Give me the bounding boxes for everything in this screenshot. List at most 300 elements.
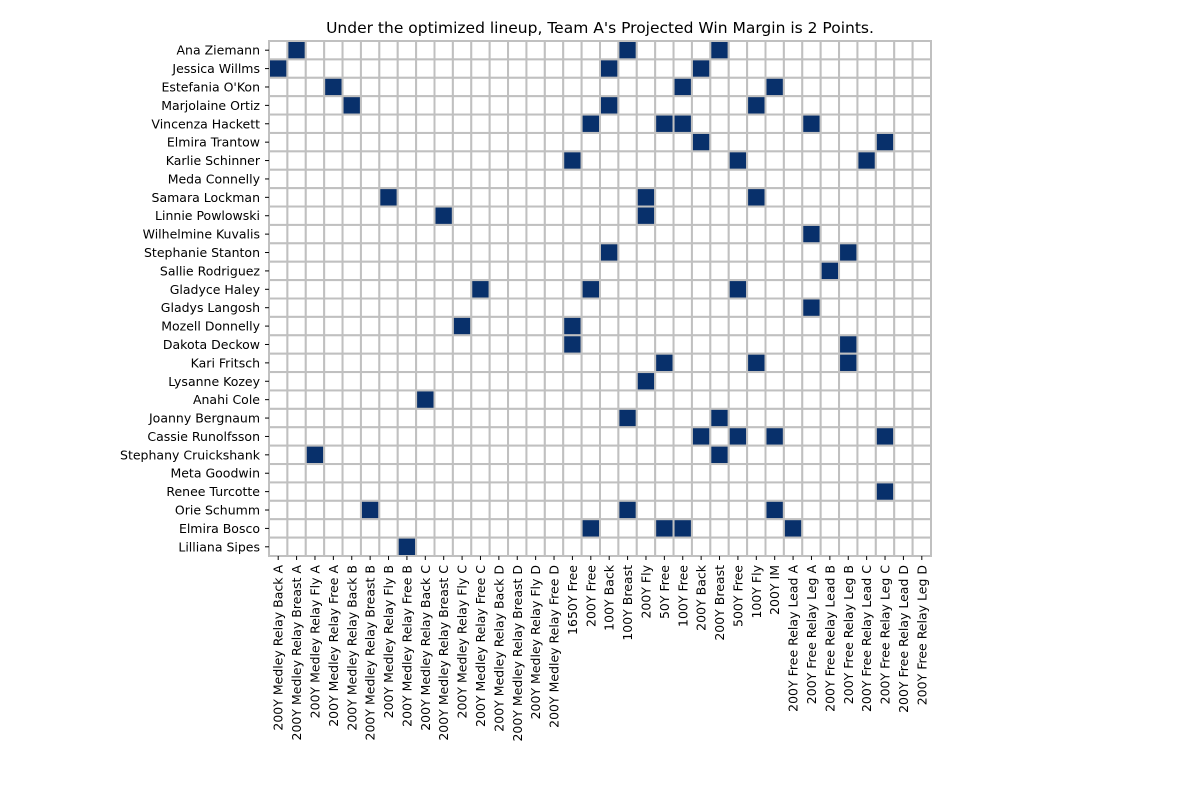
- heatmap-cell: [710, 427, 728, 445]
- heatmap-cell: [526, 482, 544, 500]
- heatmap-cell: [563, 170, 581, 188]
- heatmap-cell: [306, 243, 324, 261]
- heatmap-cell: [306, 188, 324, 206]
- heatmap-cell: [471, 372, 489, 390]
- heatmap-cell: [747, 78, 765, 96]
- heatmap-cell: [508, 390, 526, 408]
- x-tick-label-event: 200Y Medley Relay Free D: [546, 565, 562, 728]
- heatmap-cell: [490, 188, 508, 206]
- heatmap-cell: [379, 225, 397, 243]
- heatmap-cell: [545, 280, 563, 298]
- heatmap-cell: [526, 280, 544, 298]
- heatmap-cell: [343, 41, 361, 59]
- heatmap-cell: [876, 207, 894, 225]
- x-tick-label-event: 200Y Free Relay Lead D: [895, 565, 911, 713]
- heatmap-cell: [582, 96, 600, 114]
- x-tick-label-event: 200Y Free: [583, 565, 599, 628]
- heatmap-cell: [563, 390, 581, 408]
- heatmap-cell: [471, 427, 489, 445]
- heatmap-cell: [784, 207, 802, 225]
- y-tick-label-swimmer: Renee Turcotte: [166, 484, 260, 500]
- heatmap-cell-assigned: [435, 207, 453, 225]
- heatmap-cell: [894, 538, 912, 556]
- heatmap-cell: [857, 427, 875, 445]
- heatmap-cell: [563, 280, 581, 298]
- heatmap-cell: [618, 390, 636, 408]
- heatmap-cell: [894, 41, 912, 59]
- heatmap-cell: [416, 133, 434, 151]
- x-tick-label-event: 200Y Medley Relay Breast B: [362, 565, 378, 741]
- heatmap-cell: [802, 482, 820, 500]
- heatmap-cell: [857, 464, 875, 482]
- heatmap-cell: [563, 188, 581, 206]
- heatmap-cell: [674, 464, 692, 482]
- heatmap-cell: [435, 262, 453, 280]
- heatmap-cell: [508, 464, 526, 482]
- heatmap-cell: [379, 317, 397, 335]
- heatmap-cell: [729, 501, 747, 519]
- y-tick-label-swimmer: Ana Ziemann: [176, 42, 260, 58]
- heatmap-cell: [600, 354, 618, 372]
- heatmap-cell: [821, 335, 839, 353]
- heatmap-cell: [710, 188, 728, 206]
- heatmap-cell: [563, 519, 581, 537]
- heatmap-cell: [306, 170, 324, 188]
- heatmap-cell: [343, 335, 361, 353]
- heatmap-cell: [508, 280, 526, 298]
- heatmap-cell: [453, 262, 471, 280]
- heatmap-cell: [471, 317, 489, 335]
- heatmap-cell: [398, 482, 416, 500]
- heatmap-cell: [802, 170, 820, 188]
- y-tick-label-swimmer: Lilliana Sipes: [178, 539, 260, 555]
- heatmap-cell: [876, 41, 894, 59]
- heatmap-cell: [526, 262, 544, 280]
- heatmap-cell: [710, 59, 728, 77]
- heatmap-cell: [876, 390, 894, 408]
- heatmap-cell: [692, 354, 710, 372]
- heatmap-cell: [435, 317, 453, 335]
- heatmap-cell: [453, 390, 471, 408]
- heatmap-cell: [894, 243, 912, 261]
- heatmap-cell: [600, 78, 618, 96]
- heatmap-cell: [857, 317, 875, 335]
- heatmap-cell: [471, 243, 489, 261]
- heatmap-cell: [839, 299, 857, 317]
- heatmap-cell: [379, 446, 397, 464]
- heatmap-cell: [600, 427, 618, 445]
- heatmap-cell-assigned: [766, 427, 784, 445]
- heatmap-cell: [876, 262, 894, 280]
- heatmap-cell: [839, 519, 857, 537]
- heatmap-cell: [784, 225, 802, 243]
- heatmap-cell: [729, 170, 747, 188]
- heatmap-cell: [287, 501, 305, 519]
- heatmap-cell: [839, 59, 857, 77]
- heatmap-cell: [729, 207, 747, 225]
- heatmap-cell: [306, 538, 324, 556]
- heatmap-cell: [655, 482, 673, 500]
- heatmap-cell: [471, 501, 489, 519]
- heatmap-cell-assigned: [692, 427, 710, 445]
- heatmap-cell: [766, 59, 784, 77]
- y-tick-label-swimmer: Gladys Langosh: [160, 300, 260, 316]
- heatmap-cell: [618, 335, 636, 353]
- heatmap-cell: [453, 78, 471, 96]
- heatmap-cell: [913, 464, 931, 482]
- x-tick-label-event: 100Y Back: [601, 564, 617, 631]
- heatmap-cell: [471, 41, 489, 59]
- heatmap-cell: [269, 243, 287, 261]
- heatmap-cell: [618, 538, 636, 556]
- heatmap-cell: [435, 519, 453, 537]
- heatmap-cell: [674, 41, 692, 59]
- heatmap-cell: [453, 225, 471, 243]
- heatmap-cell: [637, 41, 655, 59]
- y-tick-label-swimmer: Meda Connelly: [167, 171, 260, 187]
- heatmap-cell: [343, 538, 361, 556]
- heatmap-cell: [821, 501, 839, 519]
- heatmap-cell: [766, 464, 784, 482]
- heatmap-cell: [379, 41, 397, 59]
- x-tick-label-event: 200Y Medley Relay Free B: [399, 565, 415, 727]
- heatmap-cell: [306, 280, 324, 298]
- heatmap-cell: [453, 409, 471, 427]
- heatmap-cell-assigned: [637, 207, 655, 225]
- heatmap-cell: [747, 243, 765, 261]
- heatmap-cell: [894, 409, 912, 427]
- heatmap-cell: [618, 299, 636, 317]
- heatmap-cell: [435, 115, 453, 133]
- heatmap-cell: [324, 409, 342, 427]
- heatmap-cell: [490, 299, 508, 317]
- heatmap-cell: [490, 372, 508, 390]
- heatmap-cell: [269, 335, 287, 353]
- heatmap-cell: [821, 409, 839, 427]
- heatmap-cell: [398, 78, 416, 96]
- heatmap-cell: [839, 390, 857, 408]
- heatmap-cell: [435, 390, 453, 408]
- heatmap-cell: [674, 427, 692, 445]
- heatmap-cell: [637, 519, 655, 537]
- heatmap-cell: [729, 335, 747, 353]
- heatmap-cell: [379, 78, 397, 96]
- heatmap-cell: [655, 225, 673, 243]
- heatmap-cell: [692, 538, 710, 556]
- heatmap-cell: [324, 243, 342, 261]
- heatmap-cell: [674, 280, 692, 298]
- heatmap-cell-assigned: [655, 115, 673, 133]
- x-tick-label-event: 50Y Free: [656, 564, 672, 620]
- heatmap-cell: [582, 446, 600, 464]
- heatmap-cell: [269, 170, 287, 188]
- heatmap-cell: [894, 170, 912, 188]
- x-tick-label-event: 100Y Free: [675, 565, 691, 627]
- heatmap-cell: [600, 409, 618, 427]
- heatmap-cell: [710, 317, 728, 335]
- heatmap-cell: [655, 78, 673, 96]
- heatmap-cell: [913, 372, 931, 390]
- heatmap-cell: [269, 133, 287, 151]
- heatmap-cell: [747, 538, 765, 556]
- heatmap-cell: [674, 335, 692, 353]
- y-tick-label-swimmer: Dakota Deckow: [162, 336, 260, 352]
- heatmap-cell: [618, 464, 636, 482]
- heatmap-cell: [729, 409, 747, 427]
- heatmap-cell: [526, 409, 544, 427]
- heatmap-cell: [839, 41, 857, 59]
- heatmap-cell: [545, 390, 563, 408]
- heatmap-cell: [857, 78, 875, 96]
- heatmap-cell: [839, 151, 857, 169]
- heatmap-cell: [398, 519, 416, 537]
- heatmap-cell: [674, 501, 692, 519]
- heatmap-cell: [416, 207, 434, 225]
- heatmap-cell: [379, 464, 397, 482]
- heatmap-cell: [747, 390, 765, 408]
- heatmap-cell: [894, 501, 912, 519]
- heatmap-cell: [379, 243, 397, 261]
- heatmap-cell: [839, 446, 857, 464]
- heatmap-cell: [453, 446, 471, 464]
- heatmap-cell: [324, 207, 342, 225]
- heatmap-cell: [600, 299, 618, 317]
- heatmap-cell: [306, 519, 324, 537]
- heatmap-cell: [361, 280, 379, 298]
- heatmap-cell: [343, 225, 361, 243]
- heatmap-cell: [453, 96, 471, 114]
- heatmap-cell: [784, 78, 802, 96]
- heatmap-cell: [582, 501, 600, 519]
- heatmap-cell: [269, 115, 287, 133]
- heatmap-cell: [876, 115, 894, 133]
- heatmap-cell: [857, 262, 875, 280]
- heatmap-cell: [287, 59, 305, 77]
- heatmap-cell: [766, 538, 784, 556]
- y-tick-label-swimmer: Mozell Donnelly: [161, 318, 260, 334]
- heatmap-cell: [545, 409, 563, 427]
- heatmap-cell: [784, 133, 802, 151]
- heatmap-cell: [453, 482, 471, 500]
- heatmap-cell: [324, 280, 342, 298]
- heatmap-cell: [435, 170, 453, 188]
- heatmap-cell: [821, 519, 839, 537]
- heatmap-cell: [563, 243, 581, 261]
- heatmap-cell: [618, 225, 636, 243]
- x-tick-label-event: 200Y Medley Relay Breast C: [436, 564, 452, 741]
- heatmap-cell: [618, 151, 636, 169]
- heatmap-cell: [766, 409, 784, 427]
- heatmap-cell: [287, 207, 305, 225]
- heatmap-cell: [784, 446, 802, 464]
- heatmap-cell: [508, 133, 526, 151]
- heatmap-cell: [655, 59, 673, 77]
- heatmap-cell: [453, 59, 471, 77]
- x-tick-label-event: 200Y Fly: [638, 564, 654, 619]
- heatmap-cell: [508, 170, 526, 188]
- heatmap-cell: [600, 188, 618, 206]
- heatmap-cell: [435, 446, 453, 464]
- heatmap-cell-assigned: [655, 354, 673, 372]
- heatmap-cell: [747, 446, 765, 464]
- y-tick-label-swimmer: Meta Goodwin: [170, 465, 260, 481]
- heatmap-cell: [710, 170, 728, 188]
- heatmap-cell: [894, 446, 912, 464]
- heatmap-cell: [343, 170, 361, 188]
- heatmap-cell: [379, 409, 397, 427]
- x-tick-label-event: 200Y IM: [767, 564, 783, 615]
- heatmap-cell: [710, 372, 728, 390]
- heatmap-cell: [747, 151, 765, 169]
- heatmap-cell: [913, 409, 931, 427]
- heatmap-cell: [876, 243, 894, 261]
- heatmap-cell: [324, 170, 342, 188]
- heatmap-cell: [582, 299, 600, 317]
- heatmap-cell: [637, 243, 655, 261]
- heatmap-cell: [894, 78, 912, 96]
- heatmap-cell: [343, 188, 361, 206]
- heatmap-cell: [324, 188, 342, 206]
- x-tick-label-event: 200Y Medley Relay Back A: [270, 564, 286, 731]
- heatmap-cell: [361, 519, 379, 537]
- y-tick-label-swimmer: Elmira Bosco: [178, 520, 260, 536]
- heatmap-cell: [563, 409, 581, 427]
- heatmap-cell: [802, 538, 820, 556]
- heatmap-cell: [802, 41, 820, 59]
- heatmap-cell-assigned: [674, 78, 692, 96]
- heatmap-cell: [802, 501, 820, 519]
- heatmap-cell-assigned: [692, 133, 710, 151]
- heatmap-cell: [508, 446, 526, 464]
- heatmap-cell: [618, 317, 636, 335]
- heatmap-cell: [674, 482, 692, 500]
- x-tick-label-event: 200Y Medley Relay Back C: [417, 565, 433, 731]
- heatmap-cell: [821, 427, 839, 445]
- heatmap-cell-assigned: [618, 409, 636, 427]
- heatmap-cell: [747, 170, 765, 188]
- heatmap-cell-assigned: [600, 59, 618, 77]
- heatmap-cell: [379, 372, 397, 390]
- heatmap-cell: [343, 78, 361, 96]
- heatmap-cell: [766, 243, 784, 261]
- heatmap-cell: [766, 41, 784, 59]
- heatmap-cell: [637, 115, 655, 133]
- heatmap-cell: [306, 225, 324, 243]
- y-tick-label-swimmer: Jessica Willms: [172, 61, 260, 77]
- heatmap-cell: [269, 390, 287, 408]
- heatmap-cell: [269, 409, 287, 427]
- heatmap-cell: [343, 133, 361, 151]
- y-axis-tick-labels: [120, 43, 269, 555]
- heatmap-cell: [324, 482, 342, 500]
- heatmap-cell: [508, 317, 526, 335]
- heatmap-cell: [287, 299, 305, 317]
- heatmap-cell: [876, 188, 894, 206]
- heatmap-cell: [655, 317, 673, 335]
- heatmap-cell: [692, 41, 710, 59]
- heatmap-cell: [784, 96, 802, 114]
- heatmap-cell: [416, 41, 434, 59]
- heatmap-cell: [600, 538, 618, 556]
- heatmap-cell: [710, 78, 728, 96]
- heatmap-cell: [582, 207, 600, 225]
- heatmap-cell: [398, 464, 416, 482]
- heatmap-cell-assigned: [839, 335, 857, 353]
- heatmap-cell: [379, 170, 397, 188]
- heatmap-cell: [582, 225, 600, 243]
- heatmap-cell: [563, 446, 581, 464]
- heatmap-cell: [490, 243, 508, 261]
- heatmap-cell: [361, 538, 379, 556]
- heatmap-cell: [637, 299, 655, 317]
- heatmap-cell: [857, 354, 875, 372]
- heatmap-cell: [435, 243, 453, 261]
- heatmap-cell: [802, 372, 820, 390]
- heatmap-cell: [416, 317, 434, 335]
- heatmap-cell: [600, 151, 618, 169]
- heatmap-cell: [913, 151, 931, 169]
- x-tick-label-event: 200Y Medley Relay Back B: [344, 565, 360, 731]
- heatmap-cell: [490, 133, 508, 151]
- heatmap-cell: [802, 335, 820, 353]
- heatmap-cell: [545, 78, 563, 96]
- heatmap-cell: [802, 262, 820, 280]
- heatmap-cell: [508, 59, 526, 77]
- heatmap-cell: [894, 207, 912, 225]
- heatmap-cell: [692, 243, 710, 261]
- heatmap-cell: [545, 207, 563, 225]
- heatmap-cell: [343, 151, 361, 169]
- heatmap-cell: [894, 519, 912, 537]
- heatmap-cell: [692, 317, 710, 335]
- heatmap-cell: [398, 299, 416, 317]
- heatmap-cell-assigned: [692, 59, 710, 77]
- heatmap-cell: [416, 170, 434, 188]
- heatmap-cell: [637, 96, 655, 114]
- heatmap-cell-assigned: [287, 41, 305, 59]
- heatmap-cell: [563, 78, 581, 96]
- heatmap-cell: [361, 262, 379, 280]
- heatmap-cell: [821, 390, 839, 408]
- heatmap-cell: [600, 482, 618, 500]
- heatmap-cell: [545, 335, 563, 353]
- heatmap-cell: [747, 427, 765, 445]
- heatmap-cell: [526, 335, 544, 353]
- heatmap-cell: [655, 96, 673, 114]
- y-tick-label-swimmer: Gladyce Haley: [169, 281, 260, 297]
- heatmap-cell: [729, 243, 747, 261]
- heatmap-cell-assigned: [729, 427, 747, 445]
- heatmap-cell: [324, 519, 342, 537]
- heatmap-cell: [784, 390, 802, 408]
- heatmap-cell: [802, 188, 820, 206]
- heatmap-cell: [674, 409, 692, 427]
- heatmap-cell: [416, 115, 434, 133]
- heatmap-cell: [784, 188, 802, 206]
- heatmap-cell: [692, 280, 710, 298]
- heatmap-cell: [324, 538, 342, 556]
- heatmap-cell: [637, 151, 655, 169]
- heatmap-cell: [287, 482, 305, 500]
- heatmap-cell: [674, 96, 692, 114]
- heatmap-cell: [913, 59, 931, 77]
- heatmap-cell: [618, 188, 636, 206]
- heatmap-cell: [913, 225, 931, 243]
- heatmap-cell: [379, 354, 397, 372]
- heatmap-cell-assigned: [710, 409, 728, 427]
- heatmap-cell: [637, 390, 655, 408]
- heatmap-cell: [821, 243, 839, 261]
